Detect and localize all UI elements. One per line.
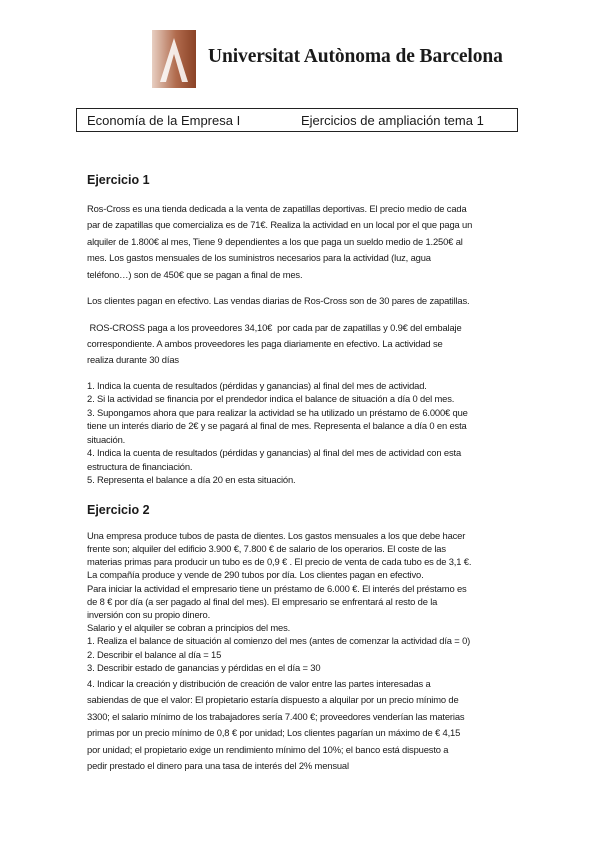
- text-line: Una empresa produce tubos de pasta de dientes. Los gastos mensuales a los que debe hacer: [87, 529, 466, 541]
- question-line: por unidad; el propietario exige un rendimiento mínimo del 10%; el banco está dispuesto a: [87, 743, 449, 755]
- question-line: primas por un precio mínimo de 0,8 € por unidad; Los clientes pagarían un máximo de € 4,15: [87, 727, 461, 739]
- exercise-1-paragraph-1: [87, 201, 517, 283]
- university-name: Universitat Autònoma de Barcelona: [208, 46, 503, 67]
- document-body: [87, 173, 517, 789]
- question-line: tiene un interés diario de 2€ y se pagará al final de mes. Representa el balance a día 0 en esta: [87, 420, 467, 432]
- text-line: Ros-Cross es una tienda dedicada a la venta de zapatillas deportivas. El precio medio de cada: [87, 203, 467, 214]
- exercise-1-questions: [87, 379, 517, 487]
- topic-title: Ejercicios de ampliación tema 1: [301, 113, 484, 128]
- text-line: frente son; alquiler del edificio 3.900 €, 7.800 € de salario de los operarios. El coste de las: [87, 543, 446, 555]
- exercise-1-paragraph-3: [87, 320, 517, 369]
- text-line: par de zapatillas que comercializa es de 71€. Realiza la actividad en un local por el que paga un: [87, 219, 473, 231]
- text-line: teléfono…) son de 450€ que se pagan a final de mes.: [87, 268, 303, 280]
- text-line: Para iniciar la actividad el empresario tiene un préstamo de 6.000 €. El interés del préstamo es: [87, 582, 467, 594]
- text-line: mes. Los gastos mensuales de los suministros necesarios para la actividad (luz, agua: [87, 252, 431, 264]
- exercise-2-statement: [87, 529, 517, 674]
- question-line: 4. Indicar la creación y distribución de creación de valor entre las partes interesadas a: [87, 678, 431, 690]
- university-header: [152, 30, 503, 90]
- question-line: 2. Describir el balance al día = 15: [87, 648, 222, 660]
- subject-title: Economía de la Empresa I: [87, 113, 241, 128]
- exercise-2-heading: Ejercicio 2: [87, 502, 150, 517]
- text-line: correspondiente. A ambos proveedores les paga diariamente en efectivo. La actividad se: [87, 338, 443, 350]
- question-line: 1. Indica la cuenta de resultados (pérdidas y ganancias) al final del mes de actividad.: [87, 379, 427, 391]
- university-logo-icon: [152, 30, 196, 88]
- question-line: 3300; el salario mínimo de los trabajadores sería 7.400 €; proveedores venderían las materias: [87, 710, 465, 722]
- question-line: 3. Supongamos ahora que para realizar la actividad se ha utilizado un préstamo de 6.000€ que: [87, 406, 468, 418]
- text-line: alquiler de 1.800€ al mes, Tiene 9 dependientes a los que paga un sueldo medio de 1.250€ al: [87, 235, 463, 247]
- question-line: 3. Describir estado de ganancias y pérdidas en el día = 30: [87, 661, 321, 673]
- text-line: realiza durante 30 días: [87, 354, 179, 366]
- question-line: pedir prestado el dinero para una tasa de interés del 2% mensual: [87, 760, 349, 772]
- text-line: Salario y el alquiler se cobran a principios del mes.: [87, 622, 291, 634]
- question-line: 5. Representa el balance a día 20 en esta situación.: [87, 474, 296, 486]
- exercise-2-question-4: [87, 676, 517, 774]
- text-line: inversión con su propio dinero.: [87, 609, 211, 621]
- text-line: materias primas para producir un tubo es de 0,9 € . El precio de venta de cada tubo es de 3,1 €.: [87, 556, 472, 568]
- question-line: sabiendas de que el valor: El propietario estaría dispuesto a alquilar por un precio mínimo de: [87, 694, 459, 706]
- document-title-box: [76, 108, 518, 132]
- exercise-1-paragraph-2: Los clientes pagan en efectivo. Las vendas diarias de Ros-Cross son de 30 pares de zapatillas.: [87, 295, 470, 307]
- text-line: ROS-CROSS paga a los proveedores 34,10€ por cada par de zapatillas y 0.9€ del embalaje: [87, 321, 462, 333]
- text-line: de 8 € por día (a ser pagado al final del mes). El empresario se enfrentará al resto de la: [87, 595, 438, 607]
- question-line: 2. Si la actividad se financia por el prendedor indica el balance de situación a día 0 del mes.: [87, 393, 455, 405]
- question-line: situación.: [87, 433, 126, 445]
- question-line: 4. Indica la cuenta de resultados (pérdidas y ganancias) al final del mes de actividad con esta: [87, 447, 462, 459]
- exercise-1-heading: Ejercicio 1: [87, 173, 150, 187]
- question-line: estructura de financiación.: [87, 460, 193, 472]
- question-line: 1. Realiza el balance de situación al comienzo del mes (antes de comenzar la actividad día = 0): [87, 635, 471, 647]
- text-line: La compañía produce y vende de 290 tubos por día. Los clientes pagan en efectivo.: [87, 569, 424, 581]
